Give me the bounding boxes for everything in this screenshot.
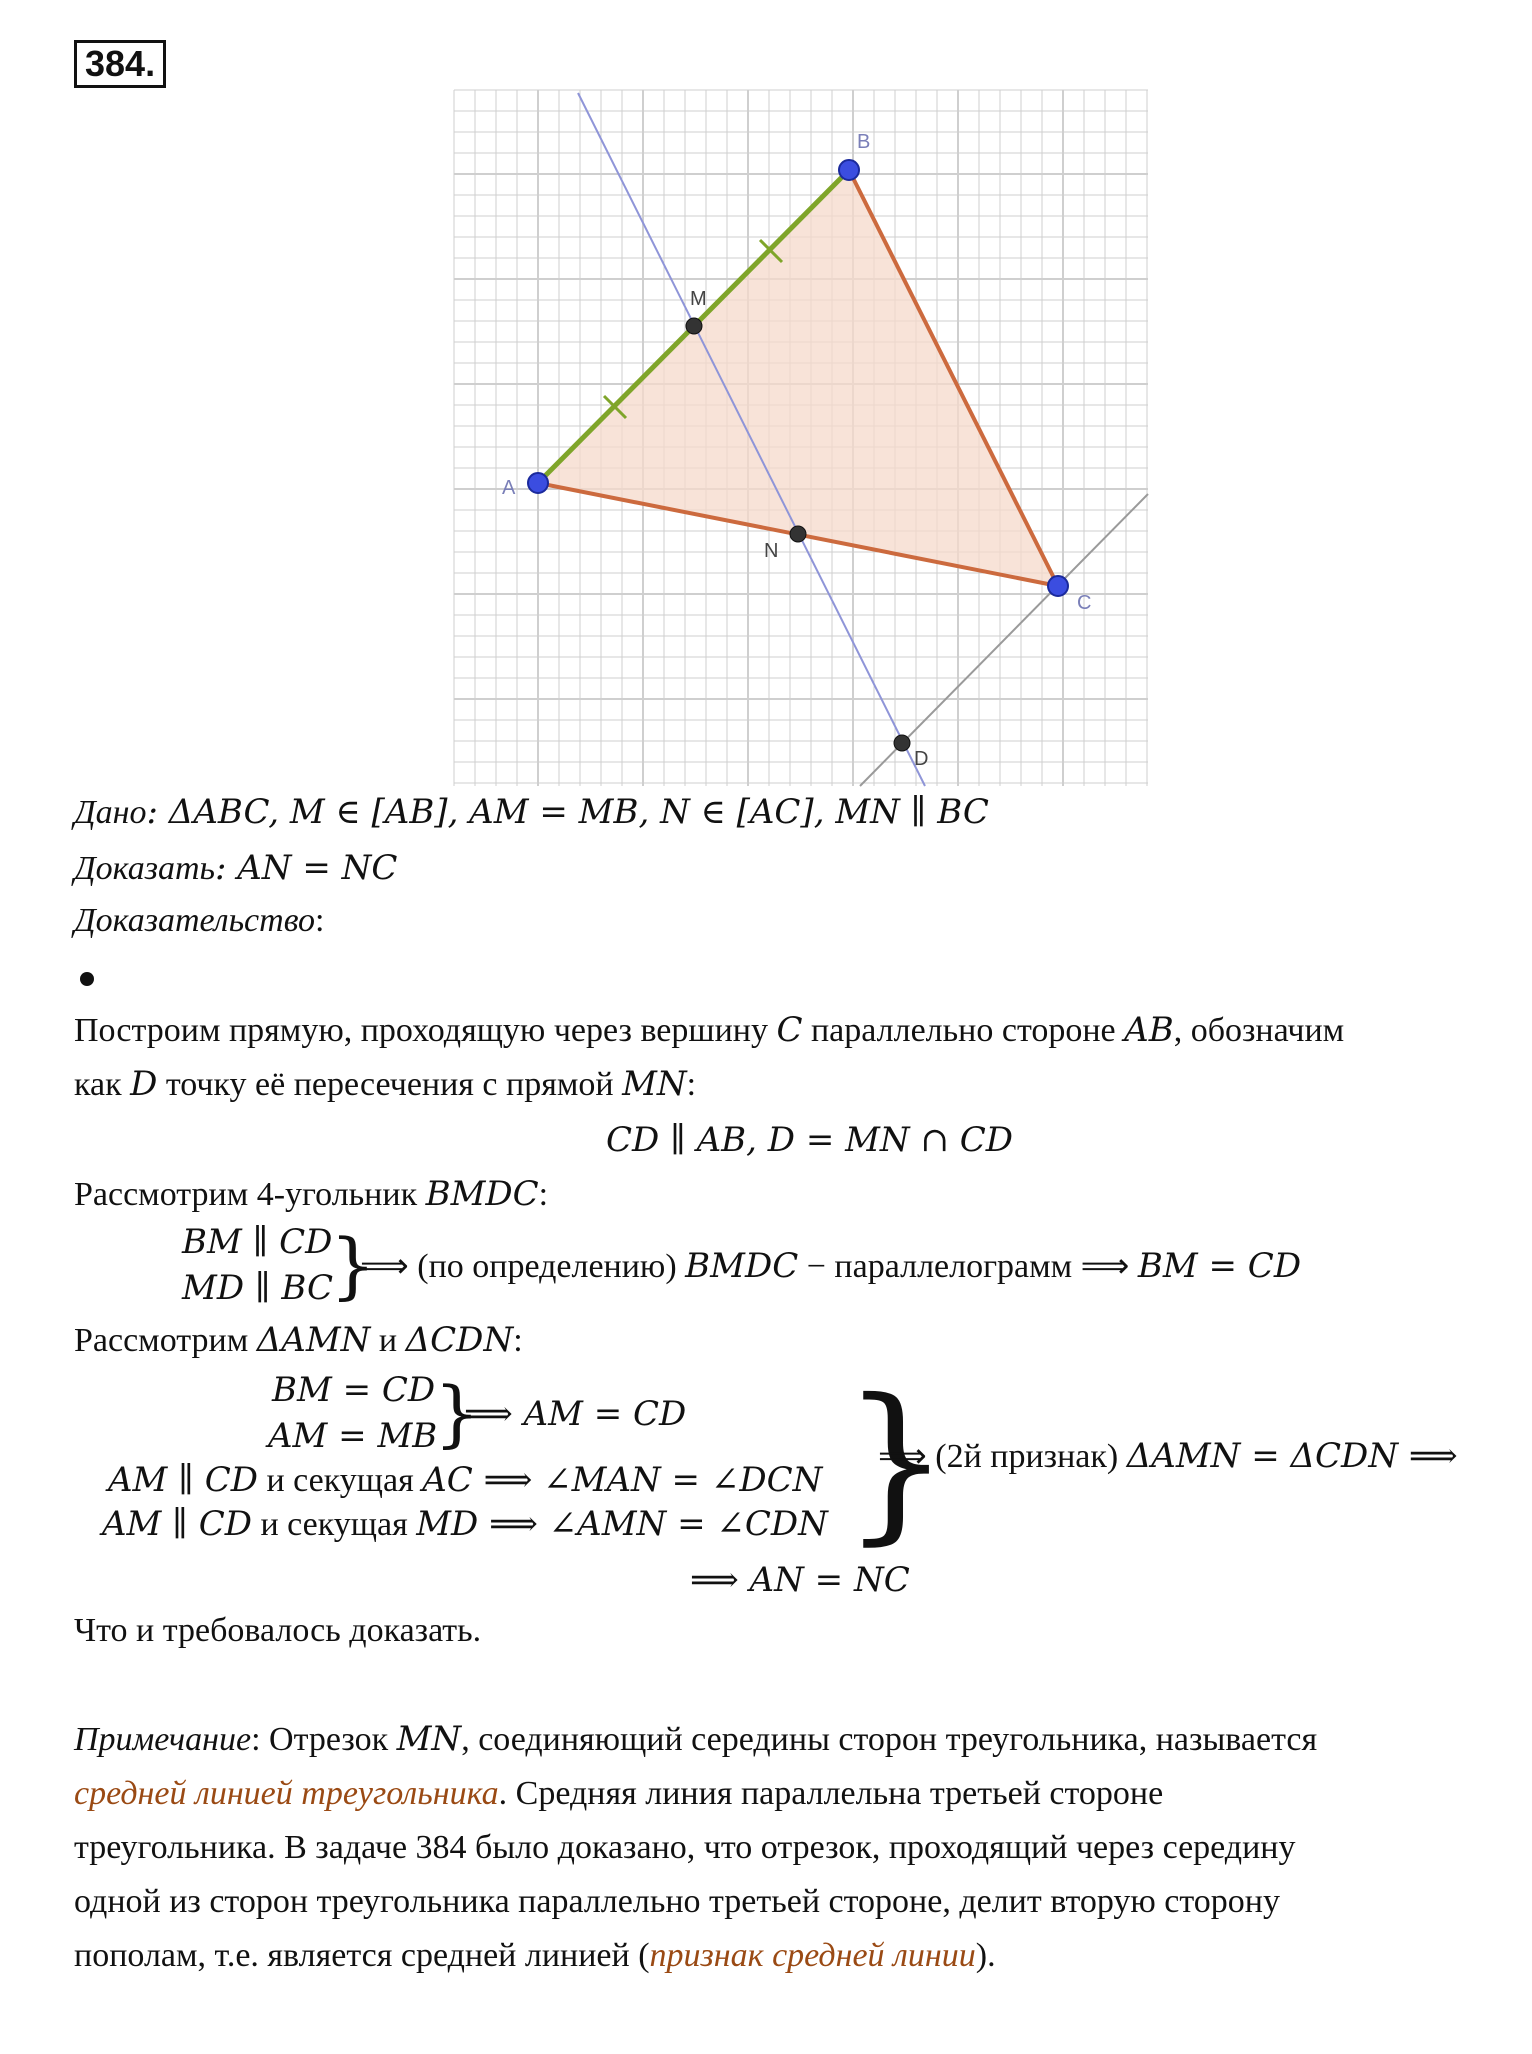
note-line5 (74, 1929, 1494, 1983)
note-text-a: : Отрезок (251, 1721, 397, 1758)
sys1-brace: } (330, 1223, 376, 1307)
step2-text-a: Рассмотрим 4-угольник (74, 1176, 426, 1213)
step1-text-e: , обозначим (1173, 1012, 1345, 1049)
step2-line (74, 1174, 548, 1214)
step3-text-a: Рассмотрим (74, 1322, 257, 1359)
prove-line (74, 848, 397, 888)
sys2-row2 (108, 1460, 822, 1500)
given-line (74, 792, 989, 832)
qed-line: Что и требовалось доказать. (74, 1612, 482, 1649)
proof-label: Доказательство (74, 902, 316, 939)
note-text-h: ). (975, 1937, 996, 1974)
step3-var-cdn: ΔCDN (405, 1320, 514, 1360)
sys2-row3 (102, 1504, 828, 1544)
step1-text-c: параллельно стороне (802, 1012, 1125, 1049)
note-label: Примечание (74, 1721, 252, 1758)
note-paragraph (74, 1712, 1494, 1983)
step1-text-h: : (686, 1066, 697, 1103)
proof-colon: : (315, 902, 325, 939)
note-line1 (74, 1712, 1494, 1767)
step1-var-mn: MN (622, 1064, 687, 1104)
label-d: D (914, 748, 929, 770)
note-line2 (74, 1767, 1494, 1821)
step1-text-f: как (74, 1066, 131, 1103)
point-n (790, 526, 806, 542)
sys2-row2-c: AC ⟹ ∠MAN = ∠DCN (422, 1460, 823, 1500)
sys1-result-c: − параллелограмм ⟹ (798, 1248, 1138, 1285)
step3-var-amn: ΔAMN (256, 1320, 371, 1360)
conclusion-formula: ⟹ AN = NC (690, 1560, 910, 1600)
note-line3: треугольника. В задаче 384 было доказано, что отрезок, проходящий через середину (74, 1829, 1296, 1866)
note-text-g: пополам, т.е. является средней линией ( (74, 1937, 650, 1974)
vertex-b (839, 160, 859, 180)
triangle-abc-fill (538, 170, 1058, 586)
sys2-row3-b: и секущая (251, 1506, 417, 1543)
step2-var-bmdc: BMDC (425, 1174, 539, 1214)
note-term: средней линией треугольника (74, 1775, 499, 1812)
sys2-inner-brace: } (434, 1371, 480, 1455)
sys1-result-a: ⟹ (по определению) (360, 1248, 686, 1285)
sys2-row3-c: MD ⟹ ∠AMN = ∠CDN (416, 1504, 828, 1544)
sys2-outer-result-a: ⟹ (2й признак) (878, 1438, 1127, 1475)
note-line4: одной из сторон треугольника параллельно третьей стороне, делит вторую сторону (74, 1883, 1281, 1920)
sys1-result (360, 1246, 1301, 1286)
label-n: N (764, 540, 779, 562)
step2-text-c: : (538, 1176, 549, 1213)
note-text-d: . Средняя линия параллельна третьей стороне (498, 1775, 1164, 1812)
sys2-row3-a: AM ∥ CD (102, 1504, 252, 1544)
label-a: A (502, 477, 516, 499)
step3-line (74, 1320, 523, 1360)
formula-cd-parallel: CD ∥ AB, D = MN ∩ CD (606, 1120, 1014, 1160)
sys2-row2-a: AM ∥ CD (108, 1460, 258, 1500)
sys1-row1: BM ∥ CD (182, 1222, 333, 1262)
sys2-outer-result-b: ΔAMN = ΔCDN ⟹ (1126, 1436, 1458, 1476)
step1-text-g: точку её пересечения с прямой (157, 1066, 623, 1103)
vertex-c (1048, 576, 1068, 596)
sys1-row2: MD ∥ BC (182, 1268, 334, 1308)
label-c: C (1077, 592, 1092, 614)
note-text-c: , соединяющий середины сторон треугольника, называется (461, 1721, 1318, 1758)
bullet-icon (80, 972, 94, 986)
geometry-figure (0, 0, 1532, 800)
label-b: B (857, 131, 871, 153)
sys2-outer-result (878, 1436, 1458, 1476)
sys2-inner-row2: AM = MB (268, 1416, 438, 1456)
vertex-a (528, 473, 548, 493)
step3-text-e: : (513, 1322, 523, 1359)
note-var-mn: MN (396, 1719, 462, 1759)
step1-text-a: Построим прямую, проходящую через вершину (74, 1012, 777, 1049)
step1-var-ab: AB (1124, 1010, 1174, 1050)
prove-label: Доказать (74, 850, 215, 887)
step1-line1 (74, 1010, 1344, 1050)
problem-number: 384. (74, 40, 166, 88)
sys2-row2-b: и секущая (257, 1462, 423, 1499)
proof-heading (74, 902, 324, 940)
sys2-outer-brace: } (842, 1363, 951, 1561)
point-m (686, 318, 702, 334)
prove-text: : AN = NC (214, 848, 398, 888)
label-m: M (690, 288, 707, 310)
step1-var-d: D (130, 1064, 158, 1104)
sys2-inner-row1: BM = CD (272, 1370, 436, 1410)
step1-var-c: C (776, 1010, 803, 1050)
sys2-inner-result: ⟹ AM = CD (464, 1394, 687, 1434)
given-text: : ΔABC, M ∈ [AB], AM = MB, N ∈ [AC], MN ∥ BC (146, 792, 989, 832)
point-d (894, 735, 910, 751)
sys1-result-d: BM = CD (1137, 1246, 1302, 1286)
sys1-result-b: BMDC (685, 1246, 799, 1286)
step3-text-c: и (370, 1322, 406, 1359)
note-term2: признак средней линии (649, 1937, 976, 1974)
given-label: Дано (74, 794, 147, 831)
step1-line2 (74, 1064, 696, 1104)
